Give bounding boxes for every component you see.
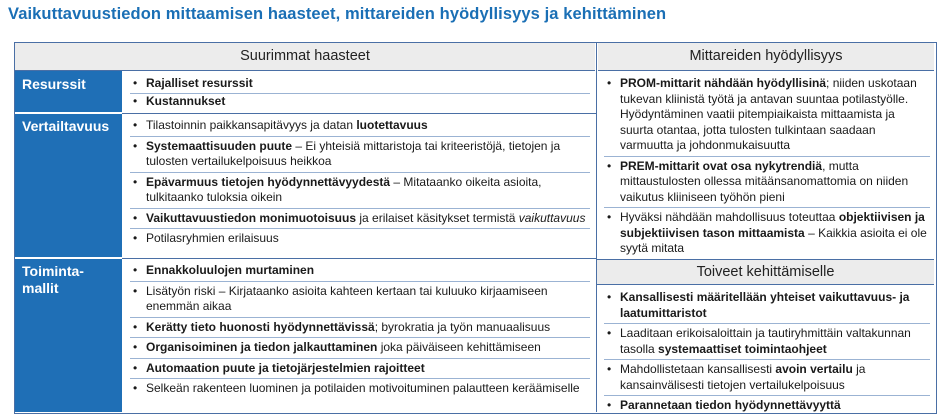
category-practices-line2: mallit: [22, 280, 59, 296]
item-bold: Ennakkoluulojen murtaminen: [146, 263, 315, 277]
list-item: [604, 159, 930, 209]
bullet-icon: •: [133, 138, 138, 153]
item-bold: Organisoiminen ja tiedon jalkauttaminen: [146, 340, 378, 354]
item-bold: Epävarmuus tietojen hyödynnettävyydestä: [146, 174, 391, 189]
bullet-icon: •: [133, 118, 138, 132]
list-item: [130, 94, 590, 110]
list-item: [130, 118, 590, 137]
resources-list: [130, 76, 590, 109]
list-item: [130, 284, 590, 318]
list-item: [130, 381, 590, 397]
list-item: [604, 76, 930, 157]
bullet-icon: •: [133, 381, 138, 395]
item-text: ; niiden uskotaan tukevan kliinistä työtä ja antavan suuntaa potilastyölle. Hyödyntäminen vaatii pitempiaikaista mittaamista ja suurta otantaa, jotta tulosten tulkintaan saadaan varmuutta ja johdonmukaisuutta: [620, 76, 917, 152]
item-bold: Rajalliset resurssit: [146, 76, 253, 90]
list-item: [604, 398, 930, 414]
list-item: [604, 326, 930, 360]
item-bold: systemaattiset toimintaohjeet: [658, 341, 827, 356]
item-bold: Automaation puute ja tietojärjestelmien rajoitteet: [146, 360, 425, 375]
list-item: [130, 175, 590, 209]
item-text: Potilasryhmien erilaisuus: [146, 231, 279, 245]
item-text: Mahdollistetaan kansallisesti: [620, 362, 776, 376]
list-item: [130, 231, 590, 247]
item-bold: Kansallisesti määritellään yhteiset vaikuttavuus- ja laatumittaristot: [620, 290, 910, 320]
item-bold: PREM-mittarit ovat osa nykytrendiä: [620, 158, 823, 173]
item-bold: Kerätty tieto huonosti hyödynnettävissä: [146, 319, 375, 334]
item-bold: objektiivisen ja subjektiivisen tason mittaamista: [620, 210, 925, 240]
item-italic: vaikuttavuus: [518, 210, 586, 225]
bullet-icon: •: [607, 362, 612, 376]
bullet-icon: •: [133, 174, 138, 189]
bullet-icon: •: [607, 398, 612, 412]
item-bold: luotettavuus: [356, 118, 428, 132]
comparability-list: [130, 118, 590, 247]
item-text: ; byrokratia ja työn manuaalisuus: [374, 319, 551, 334]
bullet-icon: •: [133, 231, 138, 245]
bullet-icon: •: [133, 340, 138, 354]
item-text: Lisätyön riski – Kirjataanko asioita kahteen kertaan tai kuluuko kirjaamiseen enemmän aikaa: [146, 283, 548, 313]
category-resources: Resurssit: [22, 76, 86, 92]
bullet-icon: •: [133, 283, 138, 298]
list-item: [130, 139, 590, 173]
bullet-icon: •: [607, 76, 612, 90]
column-divider: [596, 43, 597, 412]
item-bold: Kustannukset: [146, 93, 226, 108]
bullet-icon: •: [133, 76, 138, 90]
list-item: [130, 76, 590, 94]
header-challenges: [15, 43, 595, 71]
bullet-icon: •: [133, 210, 138, 225]
bullet-icon: •: [607, 158, 612, 173]
list-item: [604, 362, 930, 396]
category-practices: [22, 263, 84, 297]
header-development: [597, 260, 934, 284]
development-list: [604, 290, 930, 414]
item-bold: PROM-mittarit nähdään hyödyllisinä: [620, 76, 827, 90]
row-divider-2b: [122, 258, 596, 259]
category-practices-line1: Toiminta-: [22, 263, 84, 279]
list-item: [130, 361, 590, 380]
item-text: Tilastoinnin paikkansapitävyys ja datan: [146, 118, 357, 132]
item-text: – Kaikkia asioita ei ole syytä mitata: [620, 225, 927, 255]
bullet-icon: •: [607, 326, 612, 340]
header-challenges-label: Suurimmat haasteet: [240, 48, 370, 64]
item-bold: Systemaattisuuden puute: [146, 138, 293, 153]
header-development-label: Toiveet kehittämiselle: [696, 264, 835, 280]
bullet-icon: •: [133, 360, 138, 375]
bullet-icon: •: [133, 319, 138, 334]
item-text: ja erilaiset käsitykset termistä: [356, 210, 519, 225]
list-item: [604, 210, 930, 257]
list-item: [130, 340, 590, 359]
item-bold: Parannetaan tiedon hyödynnettävyyttä: [620, 398, 841, 412]
item-text: ja kansainvälisesti tietojen vertailukelpoisuus: [620, 362, 866, 392]
usefulness-list: [604, 76, 930, 257]
bullet-icon: •: [607, 290, 612, 304]
item-bold: avoin vertailu: [775, 362, 853, 376]
list-item: [130, 320, 590, 339]
bullet-icon: •: [607, 210, 612, 224]
item-text: joka päiväiseen kehittämiseen: [377, 340, 541, 354]
item-text: Hyväksi nähdään mahdollisuus toteuttaa: [620, 210, 839, 224]
list-item: [604, 290, 930, 324]
bullet-icon: •: [133, 263, 138, 277]
row-divider-1b: [122, 113, 596, 114]
header-usefulness: [598, 43, 934, 71]
list-item: [130, 263, 590, 282]
item-bold: Vaikuttavuustiedon monimuotoisuus: [146, 210, 357, 225]
item-text: Selkeän rakenteen luominen ja potilaiden motivoituminen palautteen keräämiselle: [146, 381, 580, 395]
header-usefulness-label: Mittareiden hyödyllisyys: [689, 48, 843, 64]
item-text: – Ei yhteisiä mittaristoja tai kriteeristöjä, tietojen ja tulosten vertailukelpoisuus heikkoa: [146, 138, 561, 168]
category-comparability: Vertailtavuus: [22, 118, 110, 134]
item-text: Laaditaan erikoisaloittain ja tautiryhmittäin valtakunnan tasolla: [620, 326, 911, 356]
list-item: [130, 211, 590, 230]
item-text: , mutta mittaustulosten ollessa mitäänsanomattomia on niiden vaikutus kliiniseen työhön pieni: [620, 158, 909, 204]
practices-list: [130, 263, 590, 397]
item-text: – Mitataanko oikeita asioita, tulkitaanko tuloksia oikein: [146, 174, 542, 204]
page-title: Vaikuttavuustiedon mittaamisen haasteet, mittareiden hyödyllisyys ja kehittäminen: [8, 5, 667, 23]
subheader-bottom-line: [597, 284, 934, 285]
bullet-icon: •: [133, 93, 138, 108]
